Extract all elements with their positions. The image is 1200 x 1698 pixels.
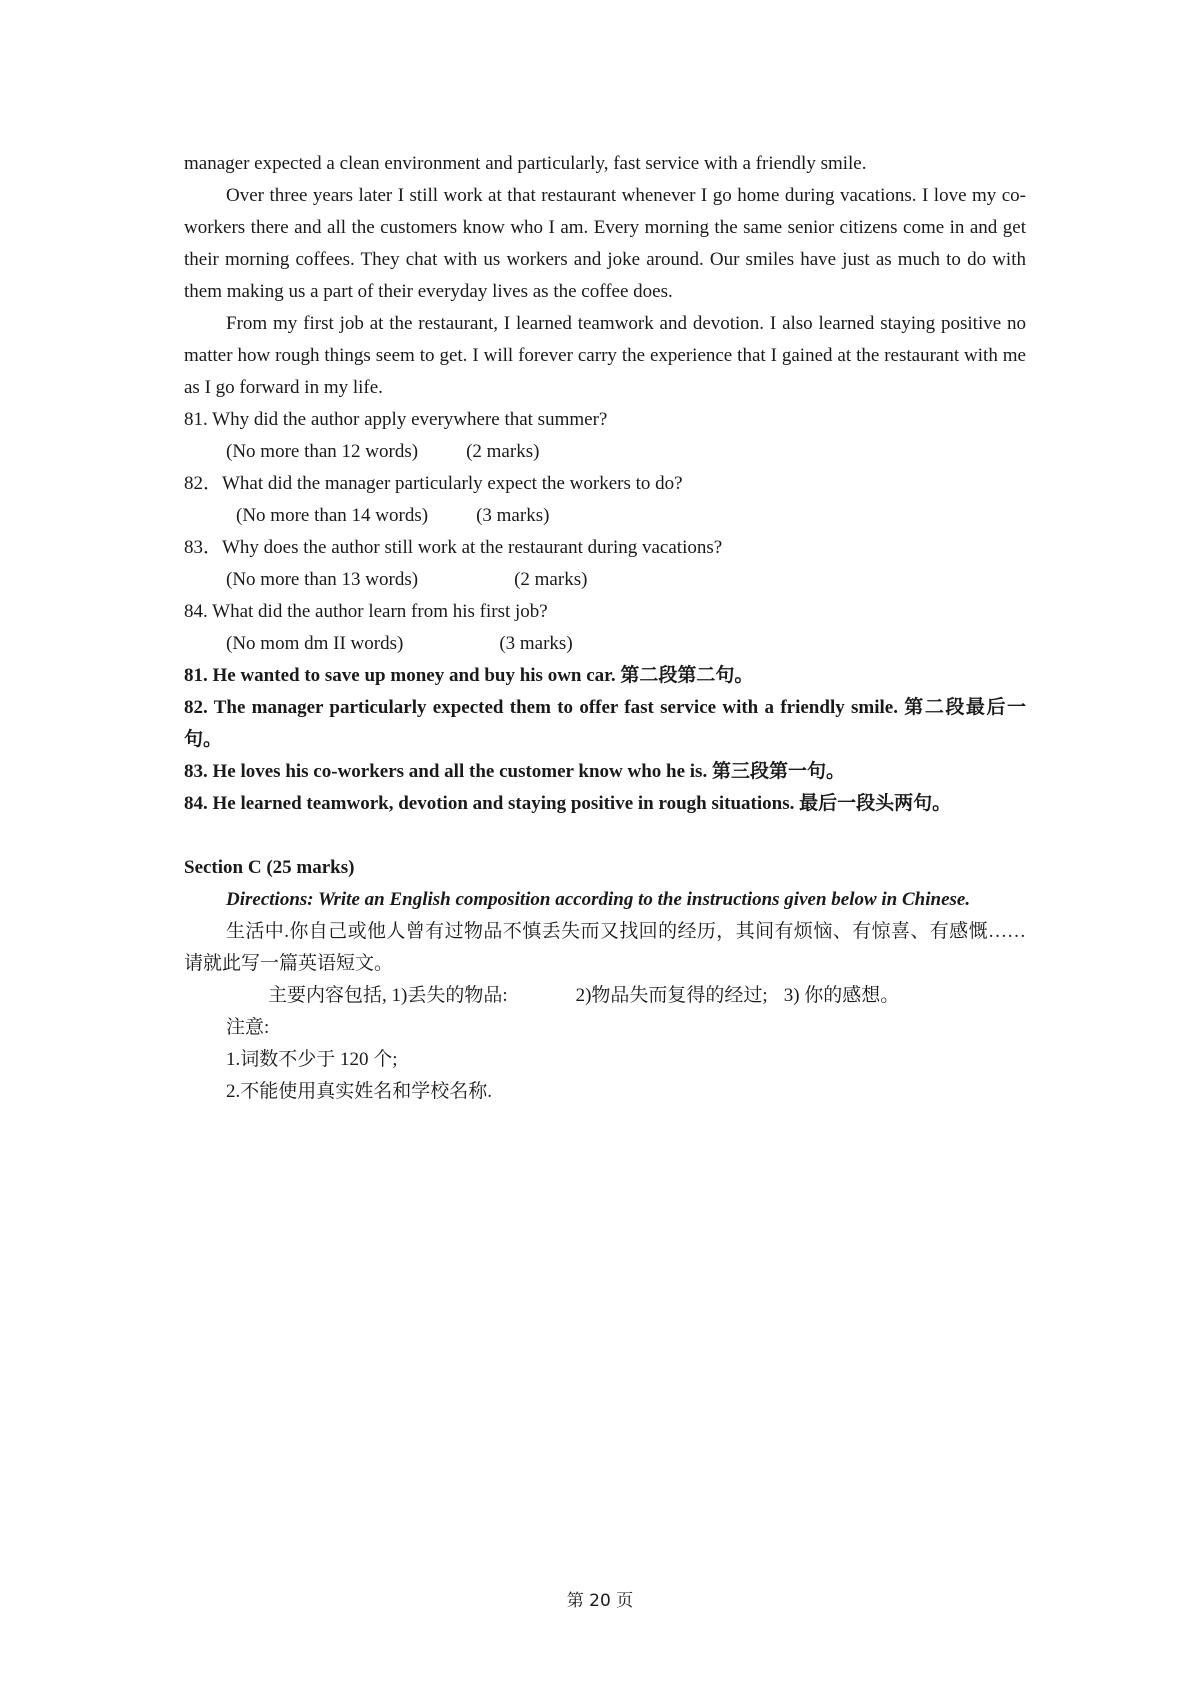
question-83-marks: (2 marks) [514, 569, 588, 590]
content-item-2: 2)物品失而复得的经过; [575, 985, 768, 1006]
passage-paragraph-3: Over three years later I still work at that restaurant whenever I go home during vacations. I love my co-workers there and all the customers know who I am. Every morning the same senior citizens come in and get their morning coffees. They chat with us workers and joke around. Our smiles have just as much to do with them making us a part of their everyday lives as the coffee does. [184, 185, 1026, 302]
content-item-1: 主要内容包括, 1)丢失的物品: [268, 985, 508, 1006]
question-82-limit: (No more than 14 words) [236, 505, 429, 526]
question-81-limits [184, 436, 1026, 468]
section-c-note-label: 注意: [226, 1017, 270, 1038]
passage-line-top: manager expected a clean environment and particularly, fast service with a friendly smile. [184, 153, 867, 174]
section-c-note-2: 2.不能使用真实姓名和学校名称. [226, 1081, 493, 1102]
section-c-prompt: 生活中.你自己或他人曾有过物品不慎丢失而又找回的经历，其间有烦恼、有惊喜、有感慨……请就此写一篇英语短文。 [184, 921, 1026, 974]
answer-82: 82. The manager particularly expected them to offer fast service with a friendly smile. 第二段最后一句。 [184, 697, 1026, 750]
answer-83: 83. He loves his co-workers and all the customer know who he is. 第三段第一句。 [184, 761, 845, 782]
section-c-title: Section C (25 marks) [184, 857, 355, 878]
answer-81: 81. He wanted to save up money and buy his own car. 第二段第二句。 [184, 665, 754, 686]
question-84-limit: (No mom dm II words) [226, 633, 404, 654]
question-84-marks: (3 marks) [499, 633, 573, 654]
question-82-limits [184, 500, 1026, 532]
document-page [184, 148, 1026, 1108]
question-82: 82．What did the manager particularly expect the workers to do? [184, 473, 683, 494]
section-c-note-1: 1.词数不少于 120 个; [226, 1049, 398, 1070]
answer-84: 84. He learned teamwork, devotion and staying positive in rough situations. 最后一段头两句。 [184, 793, 952, 814]
question-84: 84. What did the author learn from his first job? [184, 601, 548, 622]
question-82-marks: (3 marks) [476, 505, 550, 526]
passage-paragraph-4: From my first job at the restaurant, I learned teamwork and devotion. I also learned staying positive no matter how rough things seem to get. I will forever carry the experience that I gained at the restaurant with me as I go forward in my life. [184, 313, 1026, 398]
question-84-limits [184, 628, 1026, 660]
section-c-content-line [184, 980, 1026, 1012]
question-83-limit: (No more than 13 words) [226, 569, 419, 590]
question-81-limit: (No more than 12 words) [226, 441, 419, 462]
content-item-3: 3) 你的感想。 [783, 985, 900, 1006]
question-83-limits [184, 564, 1026, 596]
question-81-marks: (2 marks) [466, 441, 540, 462]
question-83: 83．Why does the author still work at the restaurant during vacations? [184, 537, 723, 558]
page-number: 第 20 页 [566, 1591, 634, 1611]
section-c-directions: Directions: Write an English composition according to the instructions given below in Chinese. [226, 889, 971, 910]
section-spacer [184, 820, 1026, 852]
question-81: 81. Why did the author apply everywhere that summer? [184, 409, 608, 430]
